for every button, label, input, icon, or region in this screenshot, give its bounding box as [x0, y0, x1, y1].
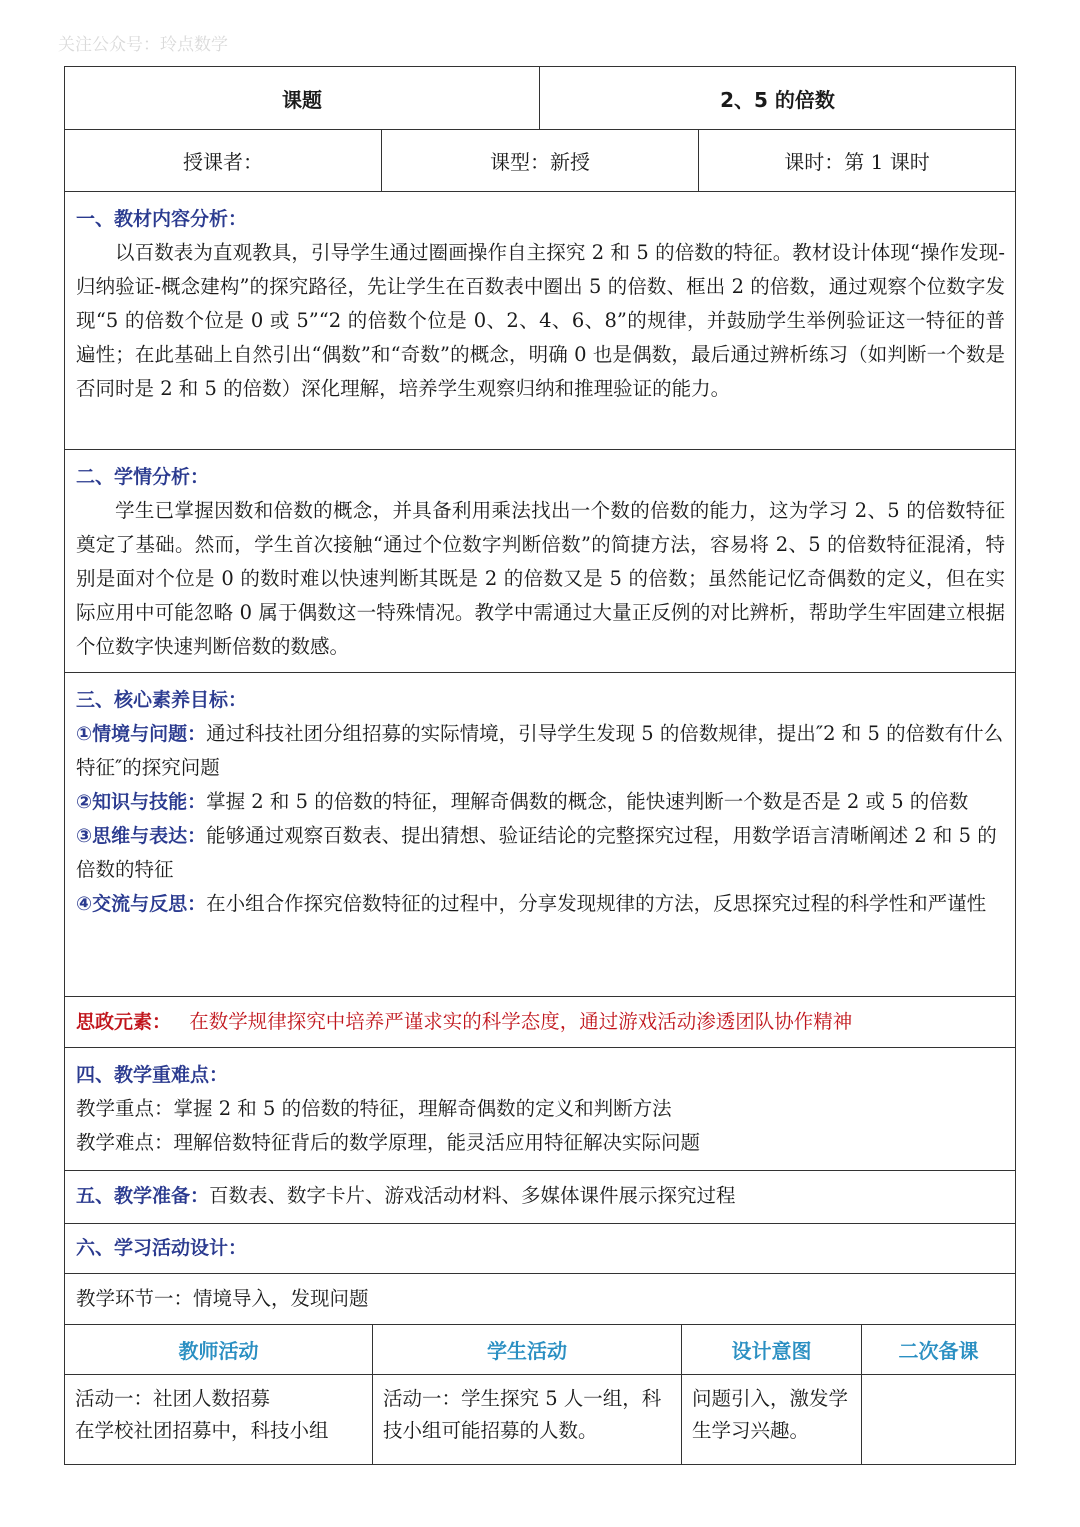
goal-text: 通过科技社团分组招募的实际情境，引导学生发现 5 的倍数规律，提出″2 和 5 的倍数有什么特征″的探究问题 — [76, 722, 1004, 779]
key-points-section — [65, 1048, 1015, 1171]
section-title: 四、教学重难点： — [76, 1064, 229, 1086]
goal-label: ①情境与问题： — [76, 723, 207, 745]
goal-text: 能够通过观察百数表、提出猜想、验证结论的完整探究过程，用数学语言清晰阐述 2 和 5 的倍数的特征 — [76, 824, 997, 881]
ideology-label: 思政元素： — [76, 1011, 172, 1033]
section-text: 以百数表为直观教具，引导学生通过圈画操作自主探究 2 和 5 的倍数的特征。教材设计体现“操作发现-归纳验证-概念建构”的探究路径，先让学生在百数表中圈出 5 的倍数、框出 2 的倍数，通过观察个位数字发现“5 的倍数个位是 0 或 5”“2 的倍数个位是 0、2、4、6、8”的规律，并鼓励学生举例验证这一特征的普遍性；在此基础上自然引出“偶数”和“奇数”的概念，明确 0 也是偶数，最后通过辨析练习（如判断一个数是否同时是 2 和 5 的倍数）深化理解，培养学生观察归纳和推理验证的能力。 — [76, 241, 1005, 400]
preparation-text: 百数表、数字卡片、游戏活动材料、多媒体课件展示探究过程 — [209, 1184, 736, 1207]
column-header-intent: 设计意图 — [682, 1325, 862, 1374]
second-prep-notes — [862, 1375, 1015, 1464]
topic-row — [65, 67, 1015, 130]
goal-item — [76, 785, 1005, 819]
goal-text: 在小组合作探究倍数特征的过程中，分享发现规律的方法，反思探究过程的科学性和严谨性 — [206, 892, 987, 915]
topic-value: 2、5 的倍数 — [720, 87, 835, 112]
column-header-student: 学生活动 — [373, 1325, 682, 1374]
core-goals-section — [65, 673, 1015, 997]
stage-title: 教学环节一：情境导入，发现问题 — [76, 1287, 369, 1310]
ideology-text: 在数学规律探究中培养严谨求实的科学态度，通过游戏活动渗透团队协作精神 — [189, 1010, 853, 1033]
student-activity: 活动一：学生探究 5 人一组，科技小组可能招募的人数。 — [373, 1375, 682, 1464]
section-title: 一、教材内容分析： — [76, 208, 248, 230]
lesson-period: 课时：第 1 课时 — [784, 150, 930, 174]
goal-label: ③思维与表达： — [76, 825, 207, 847]
lesson-plan-table — [64, 66, 1016, 1465]
preparation-label: 五、教学准备： — [76, 1185, 210, 1207]
goal-label: ④交流与反思： — [76, 893, 207, 915]
difficulty-line: 教学难点：理解倍数特征背后的数学原理，能灵活应用特征解决实际问题 — [76, 1131, 701, 1154]
preparation-section — [65, 1171, 1015, 1224]
activity-design-section — [65, 1224, 1015, 1274]
section-title: 三、核心素养目标： — [76, 689, 248, 711]
teacher-label: 授课者： — [65, 130, 382, 191]
column-header-teacher: 教师活动 — [65, 1325, 373, 1374]
goal-item — [76, 887, 1005, 921]
activity-header-row — [65, 1325, 1015, 1375]
goal-text: 掌握 2 和 5 的倍数的特征，理解奇偶数的概念，能快速判断一个数是否是 2 或 5 的倍数 — [206, 790, 969, 813]
column-header-notes: 二次备课 — [898, 1339, 979, 1363]
goal-item — [76, 819, 1005, 887]
student-analysis-section — [65, 450, 1015, 673]
key-point-line: 教学重点：掌握 2 和 5 的倍数的特征，理解奇偶数的定义和判断方法 — [76, 1097, 672, 1120]
lesson-type: 课型：新授 — [382, 130, 699, 191]
topic-label: 课题 — [65, 67, 540, 129]
section-title: 六、学习活动设计： — [76, 1237, 248, 1259]
info-row — [65, 130, 1015, 192]
design-intent: 问题引入，激发学生学习兴趣。 — [682, 1375, 862, 1464]
section-text: 学生已掌握因数和倍数的概念，并具备利用乘法找出一个数的倍数的能力，这为学习 2、5 的倍数特征奠定了基础。然而，学生首次接触“通过个位数字判断倍数”的简捷方法，容易将 2、5 的倍数特征混淆，特别是面对个位是 0 的数时难以快速判断其既是 2 的倍数又是 5 的倍数；虽然能记忆奇偶数的定义，但在实际应用中可能忽略 0 属于偶数这一特殊情况。教学中需通过大量正反例的对比辨析，帮助学生牢固建立根据个位数字快速判断倍数的数感。 — [76, 499, 1005, 658]
table-row — [65, 1375, 1015, 1464]
goal-label: ②知识与技能： — [76, 791, 207, 813]
section-title: 二、学情分析： — [76, 466, 210, 488]
ideology-section — [65, 997, 1015, 1048]
material-analysis-section — [65, 192, 1015, 450]
goal-item — [76, 717, 1005, 785]
stage-row — [65, 1274, 1015, 1325]
watermark: 关注公众号：玲点数学 — [58, 35, 228, 55]
teacher-activity: 活动一：社团人数招募 在学校社团招募中，科技小组 — [65, 1375, 373, 1464]
